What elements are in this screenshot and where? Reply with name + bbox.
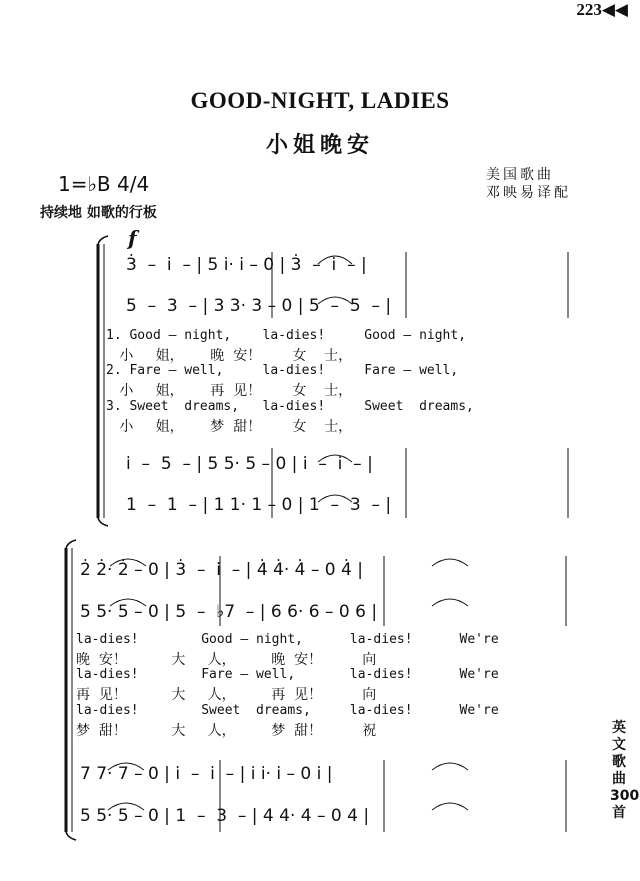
system1-lyric-6: 小 姐， 梦 甜！ 女 士， (106, 419, 353, 435)
system2-lyric-1: la-dies! Good – night, la-dies! We're (76, 632, 499, 647)
system2-part3: 7 7· 7 – 0 | i̇ – i̇ – | i̇ i̇· i̇ – 0 i̇ | (80, 764, 333, 784)
origin-credit: 美国歌曲 (486, 167, 554, 183)
system2-part2: 5 5· 5 – 0 | 5 – ♭7 – | 6 6· 6 – 0 6 | (80, 602, 378, 622)
system1-lyric-2: 小 姐， 晚 安！ 女 士， (106, 348, 353, 364)
system1-lyric-3: 2. Fare – well, la-dies! Fare – well, (106, 363, 459, 378)
system2-lyric-3: la-dies! Fare – well, la-dies! We're (76, 667, 499, 682)
system1-part1: 3̇ – i̇ – | 5 i̇· i̇ – 0 | 3̇ – i̇ – | (126, 255, 367, 275)
system2-lyric-4: 再 见！ 大 人， 再 见！ 向 (76, 687, 377, 703)
system2-part1: 2̇ 2̇· 2̇ – 0 | 3̇ – i̇ – | 4̇ 4̇· 4̇ – 0 4̇ | (80, 560, 363, 580)
system1-lyric-1: 1. Good – night, la-dies! Good – night, (106, 328, 467, 343)
arranger-credit: 邓映易译配 (486, 185, 571, 201)
dynamic-marking: f (128, 226, 137, 250)
key-signature: 1=♭B 4/4 (58, 172, 150, 196)
system1-lyric-4: 小 姐， 再 见！ 女 士， (106, 383, 353, 399)
system1-part2: 5 – 3 – | 3 3· 3 – 0 | 5 – 5 – | (126, 296, 392, 316)
tempo-marking: 持续地 如歌的行板 (40, 205, 157, 221)
system2-part4: 5 5· 5 – 0 | 1 – 3 – | 4 4· 4 – 0 4 | (80, 806, 370, 826)
system2-lyric-6: 梦 甜！ 大 人， 梦 甜！ 祝 (76, 723, 377, 739)
system1-part3: i̇ – 5 – | 5 5· 5 – 0 | i̇ – i̇ – | (126, 454, 373, 474)
side-label: 英文歌曲 300首 (610, 720, 640, 821)
song-title: GOOD-NIGHT, LADIES (190, 88, 450, 113)
song-subtitle: 小姐晚安 (265, 132, 374, 158)
system1-part4: 1 – 1 – | 1 1· 1 – 0 | 1 – 3 – | (126, 495, 392, 515)
system2-lyric-5: la-dies! Sweet dreams, la-dies! We're (76, 703, 499, 718)
system2-lyric-2: 晚 安！ 大 人， 晚 安！ 向 (76, 652, 377, 668)
page-number: 223◀◀ (576, 0, 628, 19)
system1-lyric-5: 3. Sweet dreams, la-dies! Sweet dreams, (106, 399, 474, 414)
